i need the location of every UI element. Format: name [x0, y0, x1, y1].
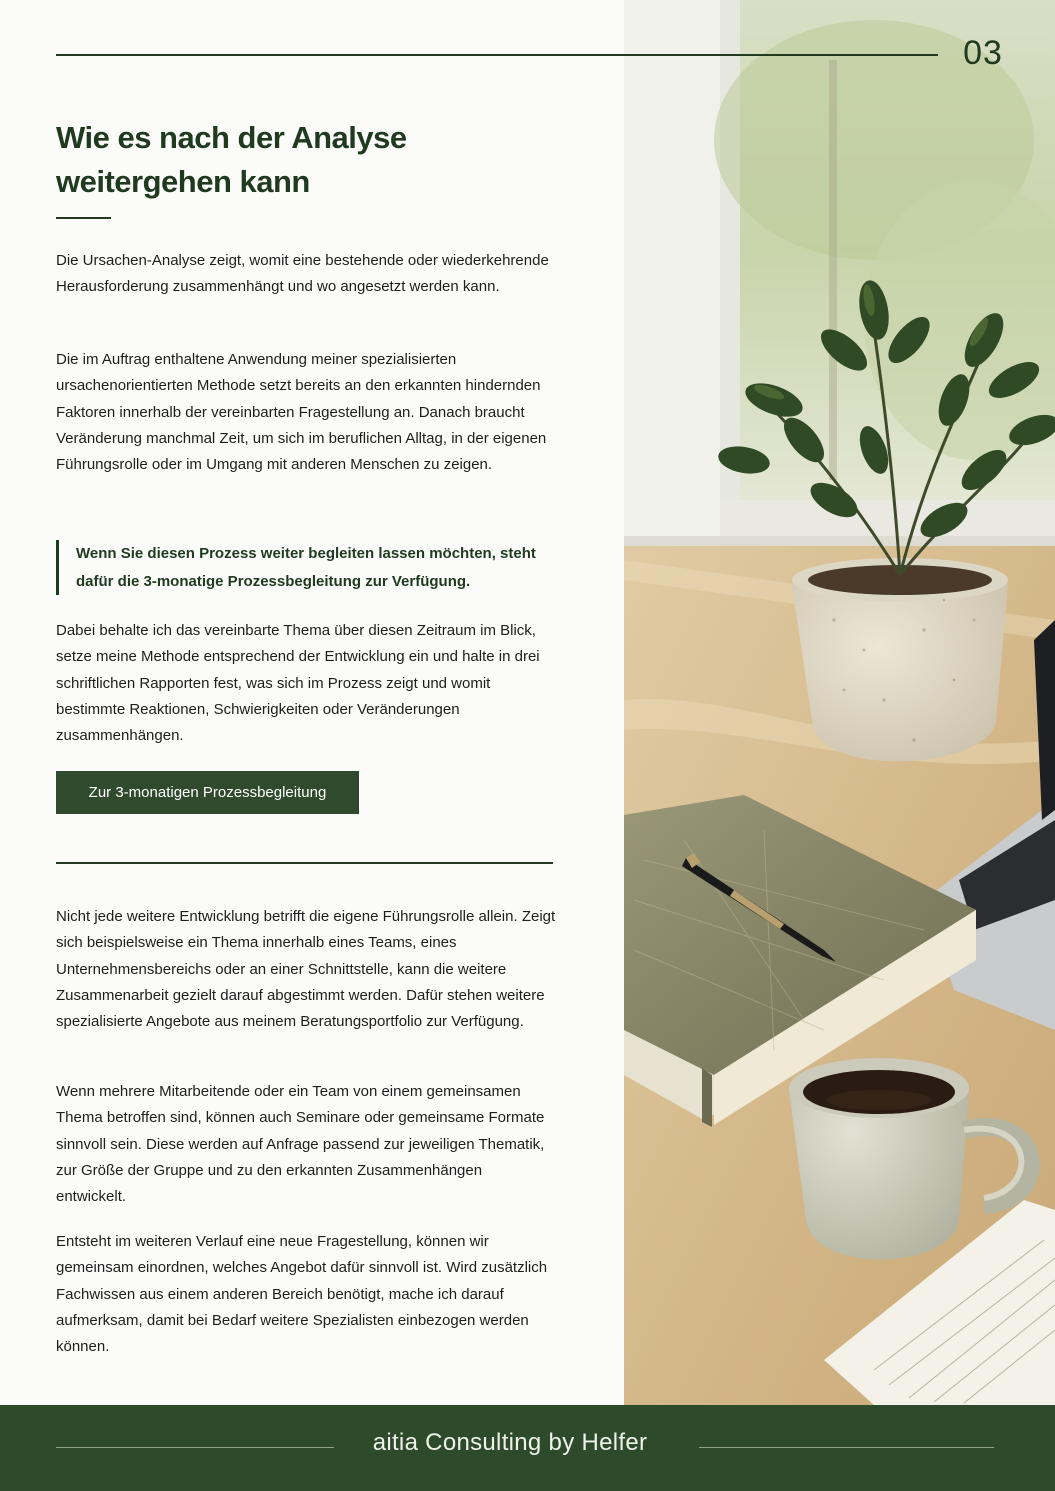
title-underline [56, 217, 111, 219]
section-divider [56, 862, 553, 864]
seminar-paragraph: Wenn mehrere Mitarbeitende oder ein Team von einem gemeinsamen Thema betroffen sind, können auch Seminare oder gemeinsame Formate sinnvoll sein. Diese werden auf Anfrage passend zur jeweiligen Thematik, zur Größe der Gruppe und zu den erkannten Zusammenhängen entwickelt. [56, 1083, 545, 1206]
method-paragraph: Die im Auftrag enthaltene Anwendung meiner spezialisierten ursachenorientierten Methode setzt bereits an den erkannten hindernden Faktoren innerhalb der vereinbarten Fragestellung an. Danach braucht Veränderung manchmal Zeit, um sich im beruflichen Alltag, in der eigenen Führungsrolle oder im Umgang mit anderen Menschen zu zeigen. [56, 351, 547, 474]
page-title-line2: weitergehen kann [56, 164, 310, 199]
process-support-button[interactable]: Zur 3-monatigen Prozessbegleitung [56, 771, 359, 814]
page-number: 03 [963, 34, 1003, 72]
footer [0, 1405, 1055, 1491]
footer-brand: aitia Consulting by Helfer [372, 1429, 648, 1456]
team-paragraph: Nicht jede weitere Entwicklung betrifft die eigene Führungsrolle allein. Zeigt sich beispielsweise ein Thema innerhalb eines Teams, eines Unternehmensbereichs oder an einer Schnittstelle, kann die weitere Zusammenarbeit gezielt darauf abgestimmt werden. Dafür stehen weitere spezialisierte Angebote aus meinem Beratungsportfolio zur Verfügung. [56, 908, 556, 1031]
page-title [56, 116, 576, 204]
process-paragraph: Dabei behalte ich das vereinbarte Thema über diesen Zeitraum im Blick, setze meine Methode entsprechend der Entwicklung ein und halte in drei schriftlichen Rapporten fest, was sich im Prozess zeigt und womit bestimmte Reaktionen, Schwierigkeiten oder Veränderungen zusammenhängen. [56, 622, 540, 745]
footer-rule-right [699, 1447, 994, 1448]
intro-paragraph: Die Ursachen-Analyse zeigt, womit eine bestehende oder wiederkehrende Herausforderung zusammenhängt und wo angesetzt werden kann. [56, 252, 549, 296]
followup-paragraph: Entsteht im weiteren Verlauf eine neue Fragestellung, können wir gemeinsam einordnen, welches Angebot dafür sinnvoll ist. Wird zusätzlich Fachwissen aus einem anderen Bereich benötigt, mache ich darauf aufmerksam, damit bei Bedarf weitere Spezialisten einbezogen werden können. [56, 1233, 548, 1356]
photo-illustration [624, 0, 1055, 1405]
page-title-line1: Wie es nach der Analyse [56, 120, 407, 155]
highlight-quote: Wenn Sie diesen Prozess weiter begleiten lassen möchten, steht dafür die 3-monatige Prozessbegleitung zur Verfügung. [56, 540, 556, 595]
header-rule [56, 54, 938, 56]
desk-still-life-photo [624, 0, 1055, 1405]
